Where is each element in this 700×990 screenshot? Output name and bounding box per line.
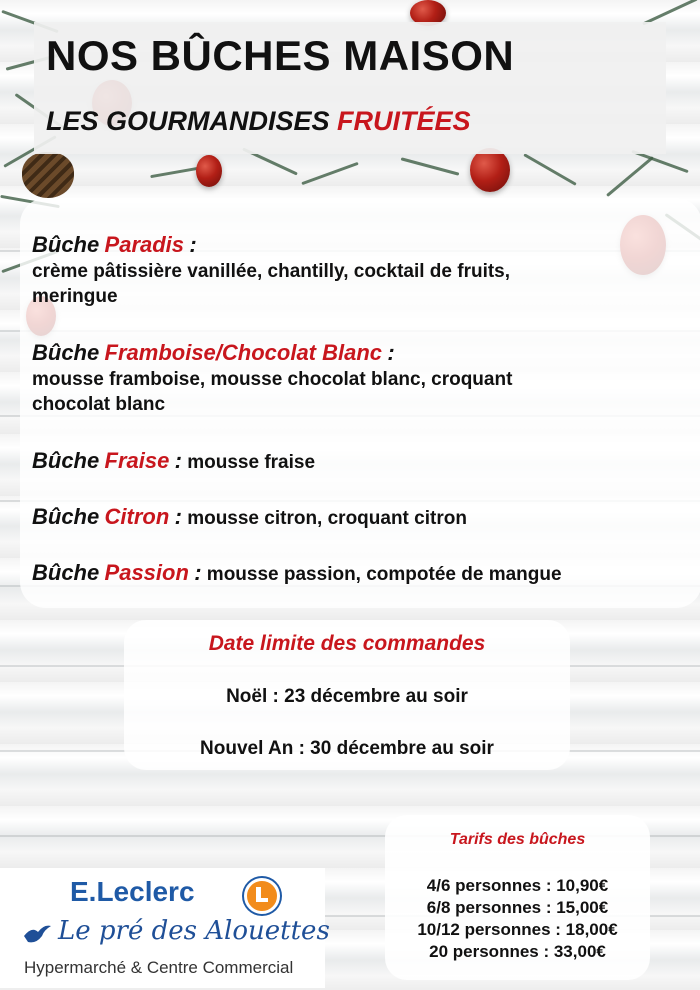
item-name: Framboise/Chocolat Blanc: [104, 340, 383, 365]
leclerc-badge-icon: [244, 878, 280, 914]
item-name: Paradis: [104, 232, 185, 257]
deadline-title: Date limite des commandes: [208, 632, 486, 655]
item-prefix: Bûche: [32, 560, 100, 585]
ornament: [196, 155, 222, 187]
list-item: [32, 448, 315, 475]
price-row: 10/12 personnes : 18,00€: [417, 920, 618, 939]
order-deadline-box: [124, 620, 570, 770]
page-subtitle: [46, 106, 471, 137]
store-type: Hypermarché & Centre Commercial: [24, 958, 294, 977]
item-colon: :: [194, 560, 202, 585]
store-name: Le pré des Alouettes: [58, 916, 330, 946]
item-colon: :: [174, 504, 182, 529]
list-item: [32, 504, 467, 531]
ornament: [470, 148, 510, 192]
item-colon: :: [174, 448, 182, 473]
list-item: [32, 340, 512, 417]
item-prefix: Bûche: [32, 340, 100, 365]
price-title: Tarifs des bûches: [449, 831, 586, 848]
page-title: NOS BÛCHES MAISON: [46, 32, 515, 79]
header-box: [34, 22, 666, 154]
item-name: Citron: [104, 504, 170, 529]
item-colon: :: [387, 340, 395, 365]
item-colon: :: [189, 232, 197, 257]
deadline-line: Nouvel An : 30 décembre au soir: [200, 738, 494, 759]
brand-name: E.Leclerc: [70, 876, 195, 907]
price-row: 6/8 personnes : 15,00€: [426, 898, 609, 917]
store-logo: [0, 868, 330, 988]
list-item: [32, 232, 510, 309]
item-prefix: Bûche: [32, 448, 100, 473]
buches-list: [20, 198, 700, 608]
list-item: [32, 560, 562, 587]
pinecone: [22, 152, 74, 198]
bird-icon: [22, 922, 52, 946]
price-box: [385, 815, 650, 980]
price-row: 4/6 personnes : 10,90€: [426, 876, 609, 895]
item-description: crème pâtissière vanillée, chantilly, cocktail de fruits,: [32, 261, 511, 282]
price-list: [385, 875, 650, 963]
price-row: 20 personnes : 33,00€: [429, 942, 606, 961]
subtitle-prefix: LES GOURMANDISES: [46, 106, 330, 136]
deadline-line: Noël : 23 décembre au soir: [226, 686, 468, 707]
item-description: mousse citron, croquant citron: [187, 508, 467, 529]
item-description: meringue: [32, 286, 118, 307]
item-description: mousse framboise, mousse chocolat blanc, croquant: [32, 369, 513, 390]
item-description: mousse passion, compotée de mangue: [206, 564, 562, 585]
subtitle-highlight: FRUITÉES: [337, 106, 471, 136]
item-name: Passion: [104, 560, 189, 585]
item-description: mousse fraise: [187, 452, 316, 473]
item-prefix: Bûche: [32, 232, 100, 257]
item-name: Fraise: [104, 448, 170, 473]
item-description: chocolat blanc: [32, 394, 166, 415]
item-prefix: Bûche: [32, 504, 100, 529]
